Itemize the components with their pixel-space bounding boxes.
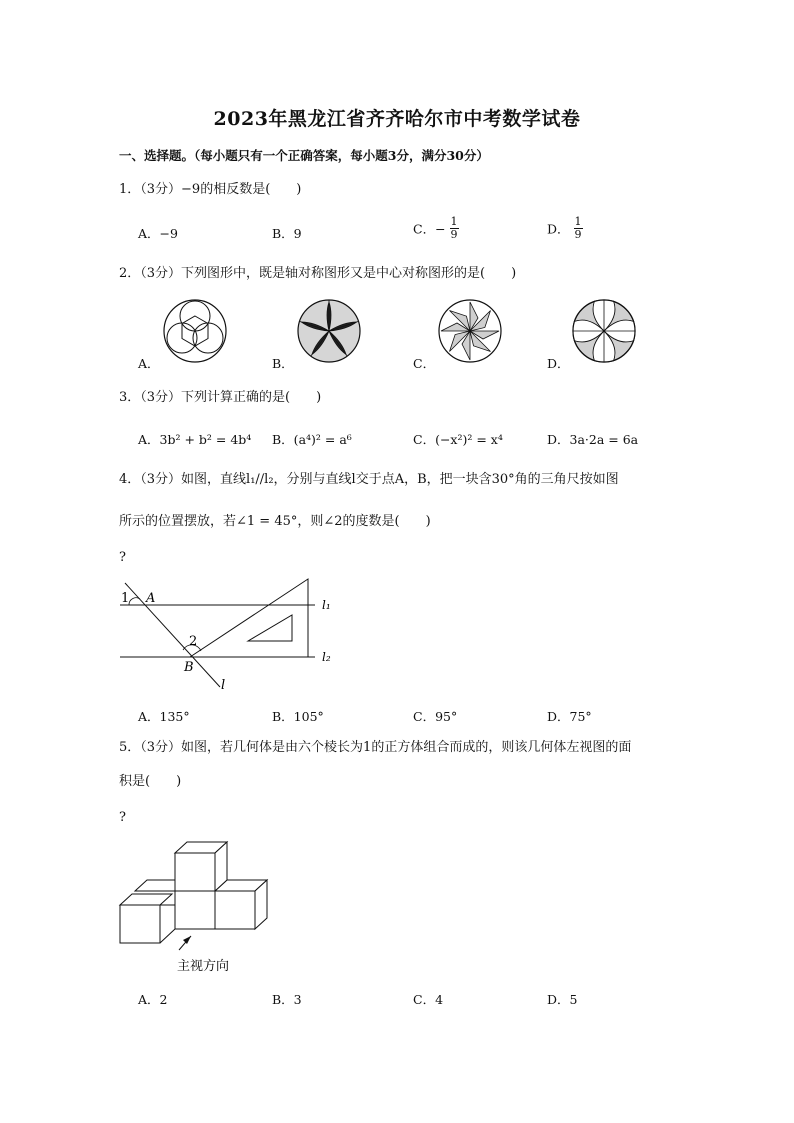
q4-label-l: l <box>221 678 226 693</box>
q5-option-d: D．5 <box>547 992 578 1007</box>
section-heading: 一、选择题。（每小题只有一个正确答案，每小题3分，满分30分） <box>119 148 489 163</box>
q5-stem-line1: 5．（3分）如图，若几何体是由六个棱长为1的正方体组合而成的，则该几何体左视图的面 <box>119 740 632 755</box>
triangle-ruler <box>190 579 308 657</box>
q5-stem-line2: 积是( ) <box>119 774 182 789</box>
q1-option-d-prefix: D． <box>547 221 570 237</box>
q1-option-d-num: 1 <box>574 215 582 228</box>
q3-option-a: A．3b² + b² = 4b⁴ <box>138 432 252 447</box>
q4-missing-image-mark: ? <box>119 550 126 565</box>
q5-option-b: B．3 <box>272 992 302 1007</box>
q1-option-c-den: 9 <box>450 228 458 241</box>
q2-option-a-label: A． <box>138 356 160 371</box>
cube-bottom-left <box>120 905 160 943</box>
q5-missing-image-mark: ? <box>119 810 126 825</box>
q3-stem: 3．（3分）下列计算正确的是( ) <box>119 390 322 405</box>
q4-option-d: D．75° <box>547 709 592 724</box>
q3-option-d: D．3a·2a = 6a <box>547 432 639 447</box>
q1-option-d <box>547 216 583 241</box>
q4-label-A: A <box>146 591 156 606</box>
q4-label-1: 1 <box>121 591 130 606</box>
q4-option-b: B．105° <box>272 709 324 724</box>
q1-option-d-den: 9 <box>574 228 582 241</box>
q2-option-d-label: D． <box>547 356 570 371</box>
q5-option-c: C．4 <box>413 992 444 1007</box>
cube-right <box>215 891 255 929</box>
cube-top-front <box>175 853 215 891</box>
q2-figure-c <box>435 296 505 366</box>
q2-option-b-label: B． <box>272 356 294 371</box>
q1-option-d-fraction <box>574 216 583 241</box>
q1-option-b: B．9 <box>272 226 302 241</box>
q4-stem-line1: 4．（3分）如图，直线l₁//l₂，分别与直线l交于点A，B，把一块含30°角的三角尺按如图 <box>119 472 619 487</box>
q2-stem: 2．（3分）下列图形中，既是轴对称图形又是中心对称图形的是( ) <box>119 266 517 281</box>
q1-option-c-num: 1 <box>450 215 458 228</box>
cube-middle <box>175 891 215 929</box>
q5-option-a: A．2 <box>138 992 168 1007</box>
q3-option-b: B．(a⁴)² = a⁶ <box>272 432 352 447</box>
q4-stem-line2: 所示的位置摆放，若∠1 = 45°，则∠2的度数是( ) <box>119 514 431 529</box>
cube-bottom-left-top <box>120 894 172 905</box>
q5-figure <box>115 838 275 978</box>
q2-figure-d <box>569 296 639 366</box>
q4-option-a: A．135° <box>138 709 190 724</box>
q3-option-c: C．(−x²)² = x⁴ <box>413 432 503 447</box>
q4-label-2: 2 <box>189 634 198 649</box>
page-title: 2023年黑龙江省齐齐哈尔市中考数学试卷 <box>213 108 581 130</box>
q4-figure <box>115 575 345 695</box>
q2-option-c-label: C． <box>413 356 436 371</box>
triangle-ruler-inner <box>248 615 292 641</box>
q1-option-a: A．−9 <box>138 226 178 241</box>
q2-figure-a <box>160 296 230 366</box>
q5-view-direction-label: 主视方向 <box>177 959 230 974</box>
q2-figure-b <box>294 296 364 366</box>
q4-label-l1: l₁ <box>322 598 331 612</box>
q4-option-c: C．95° <box>413 709 458 724</box>
q1-option-c-prefix: C．− <box>413 221 446 237</box>
q1-stem: 1．（3分）−9的相反数是( ) <box>119 182 302 197</box>
q4-label-l2: l₂ <box>322 650 331 664</box>
q4-label-B: B <box>184 660 194 675</box>
q1-option-c <box>413 216 459 241</box>
q1-option-c-fraction <box>450 216 459 241</box>
